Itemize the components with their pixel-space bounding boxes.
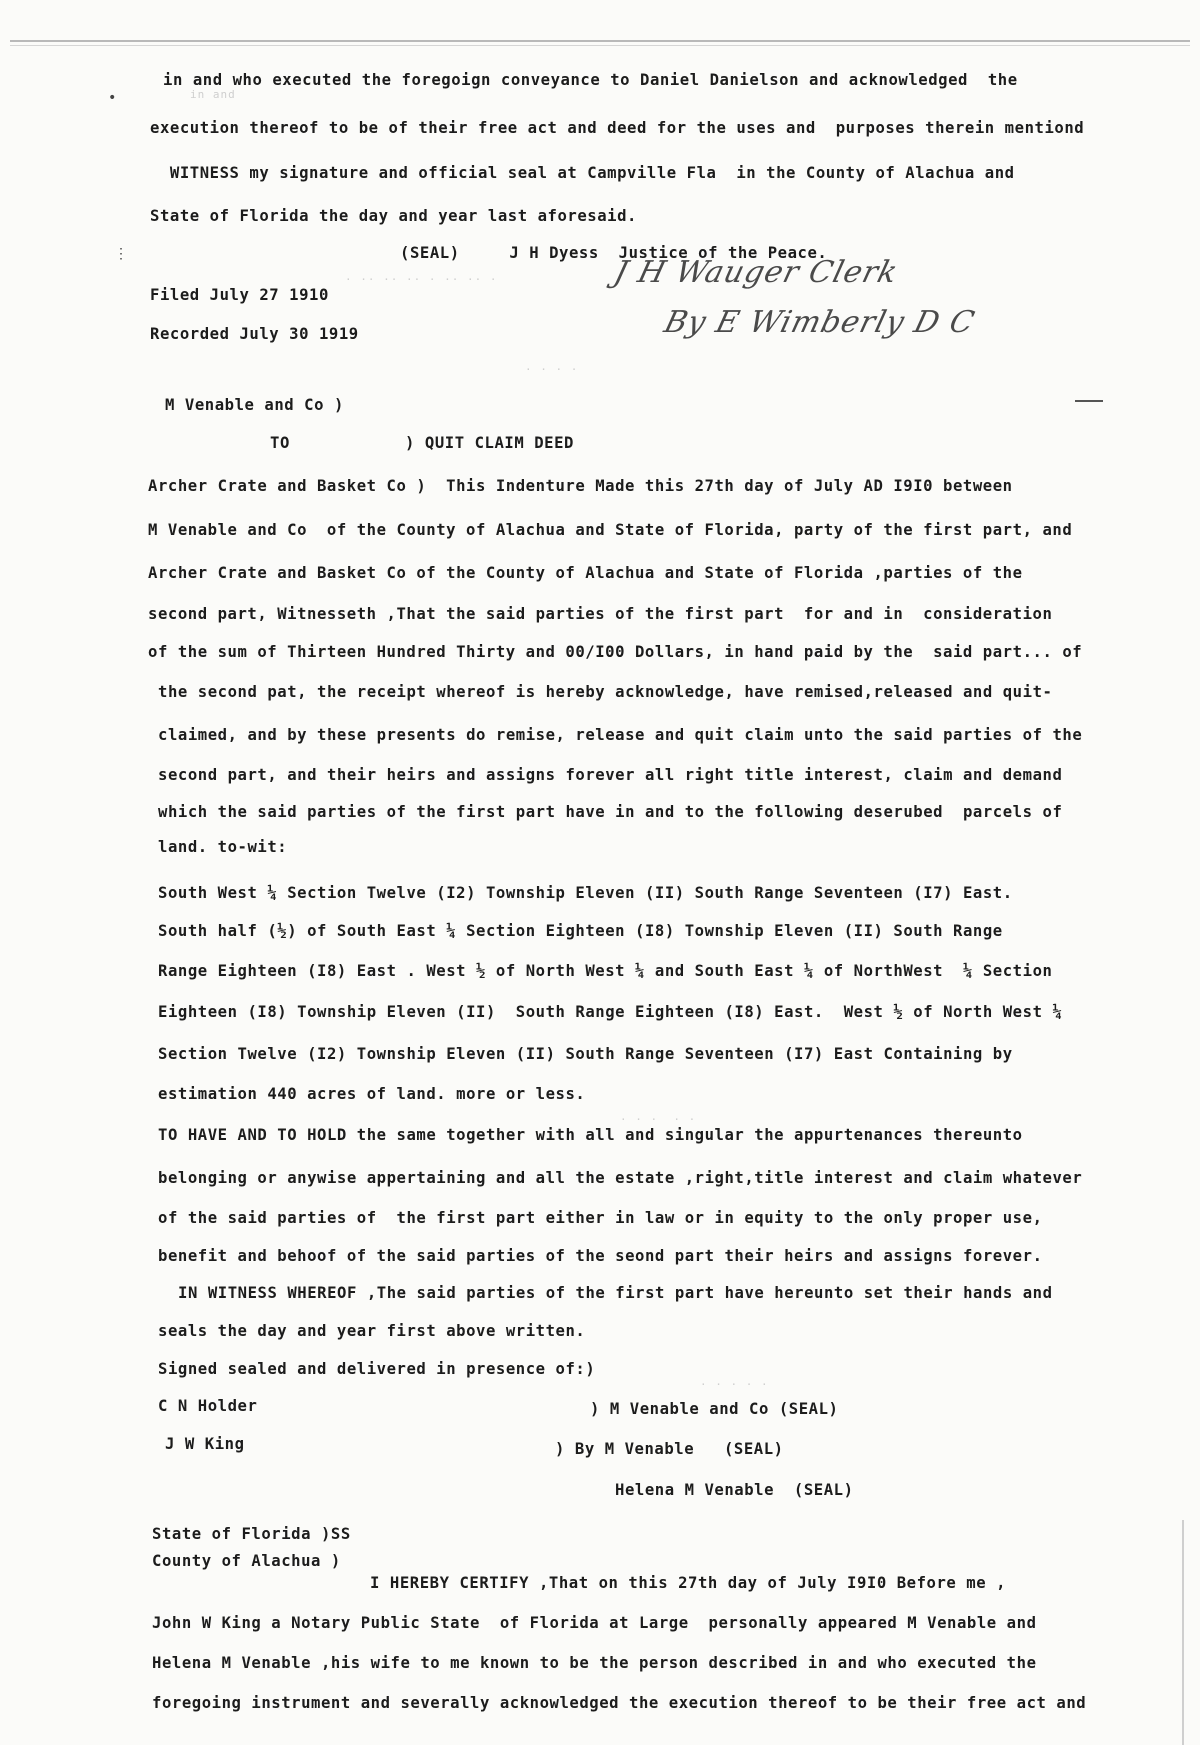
bleed-through-text: . . . . . — [620, 1110, 697, 1123]
text-line: Archer Crate and Basket Co of the County of Alachua and State of Florida ,parties of the — [148, 564, 1023, 582]
acreage-line: estimation 440 acres of land. more or less. — [158, 1085, 586, 1103]
parcel-description-line: Section Twelve (I2) Township Eleven (II) South Range Seventeen (I7) East Containing by — [158, 1045, 1013, 1063]
handwritten-clerk-signature: J H Wauger Clerk — [610, 255, 902, 290]
parcel-description-line: Range Eighteen (I8) East . West ½ of North West ¼ and South East ¼ of NorthWest ¼ Section — [158, 962, 1053, 980]
text-line: Helena M Venable ,his wife to me known to be the person described in and who executed the — [152, 1654, 1037, 1672]
justice-seal-line: (SEAL) J H Dyess Justice of the Peace. — [400, 244, 828, 262]
venue-county: County of Alachua ) — [152, 1552, 341, 1570]
text-line: which the said parties of the first part have in and to the following deserubed parcels of — [158, 803, 1063, 821]
text-line: John W King a Notary Public State of Florida at Large personally appeared M Venable and — [152, 1614, 1037, 1632]
margin-dash — [1075, 400, 1103, 402]
signatory-line: ) By M Venable (SEAL) — [555, 1440, 784, 1458]
text-line: Archer Crate and Basket Co ) This Indenture Made this 27th day of July AD I9I0 between — [148, 477, 1013, 495]
recorded-date: Recorded July 30 1919 — [150, 325, 359, 343]
text-line: land. to-wit: — [158, 838, 288, 856]
certification-line: I HEREBY CERTIFY ,That on this 27th day of July I9I0 Before me , — [370, 1574, 1007, 1592]
witness-name: C N Holder — [158, 1397, 258, 1415]
text-line: M Venable and Co of the County of Alachua and State of Florida, party of the first part, and — [148, 521, 1073, 539]
text-line: of the sum of Thirteen Hundred Thirty and 00/I00 Dollars, in hand paid by the said part... of — [148, 643, 1083, 661]
text-line: WITNESS my signature and official seal at Campville Fla in the County of Alachua and — [150, 164, 1015, 182]
text-line: seals the day and year first above written. — [158, 1322, 586, 1340]
to-label: TO — [270, 434, 290, 452]
text-line: second part, Witnesseth ,That the said parties of the first part for and in consideration — [148, 605, 1053, 623]
bleed-through-text: . . . . — [525, 360, 579, 373]
text-line: Signed sealed and delivered in presence of:) — [158, 1360, 596, 1378]
margin-mark: • — [108, 90, 117, 106]
signatory-line: ) M Venable and Co (SEAL) — [590, 1400, 839, 1418]
signatory-line: Helena M Venable (SEAL) — [615, 1481, 854, 1499]
grantor-name: M Venable and Co ) — [165, 396, 344, 414]
bleed-through-text: . .. .. .. . .. .. . — [345, 270, 498, 283]
text-line: of the said parties of the first part either in law or in equity to the only proper use, — [158, 1209, 1043, 1227]
filed-date: Filed July 27 1910 — [150, 286, 329, 304]
text-line: State of Florida the day and year last aforesaid. — [150, 207, 637, 225]
text-line: IN WITNESS WHEREOF ,The said parties of the first part have hereunto set their hands and — [178, 1284, 1053, 1302]
parcel-description-line: South West ¼ Section Twelve (I2) Township Eleven (II) South Range Seventeen (I7) East. — [158, 884, 1013, 902]
parcel-description-line: South half (½) of South East ¼ Section Eighteen (I8) Township Eleven (II) South Range — [158, 922, 1003, 940]
bleed-through-text: . . . . . — [700, 1375, 769, 1388]
handwritten-deputy-signature: By E Wimberly D C — [660, 305, 979, 340]
text-line: claimed, and by these presents do remise, release and quit claim unto the said parties of the — [158, 726, 1083, 744]
text-line: in and who executed the foregoign conveyance to Daniel Danielson and acknowledged the — [163, 71, 1018, 89]
page-top-border-inner — [10, 45, 1190, 46]
witness-name: J W King — [165, 1435, 245, 1453]
text-line: benefit and behoof of the said parties of the seond part their heirs and assigns forever. — [158, 1247, 1043, 1265]
text-line: the second pat, the receipt whereof is hereby acknowledge, have remised,released and quit- — [158, 683, 1053, 701]
page-top-border — [10, 40, 1190, 42]
parcel-description-line: Eighteen (I8) Township Eleven (II) South Range Eighteen (I8) East. West ½ of North West ¼ — [158, 1003, 1063, 1021]
bleed-through-text: in and — [190, 88, 236, 101]
deed-type-title: ) QUIT CLAIM DEED — [405, 434, 574, 452]
venue-state: State of Florida )SS — [152, 1525, 351, 1543]
margin-mark: ⋮ — [114, 246, 128, 262]
text-line: TO HAVE AND TO HOLD the same together with all and singular the appurtenances thereunto — [158, 1126, 1023, 1144]
text-line: belonging or anywise appertaining and all the estate ,right,title interest and claim whatever — [158, 1169, 1083, 1187]
text-line: foregoing instrument and severally acknowledged the execution thereof to be their free act and — [152, 1694, 1087, 1712]
text-line: second part, and their heirs and assigns forever all right title interest, claim and demand — [158, 766, 1063, 784]
text-line: execution thereof to be of their free act and deed for the uses and purposes therein mentiond — [150, 119, 1085, 137]
page-right-edge — [1182, 1520, 1184, 1745]
